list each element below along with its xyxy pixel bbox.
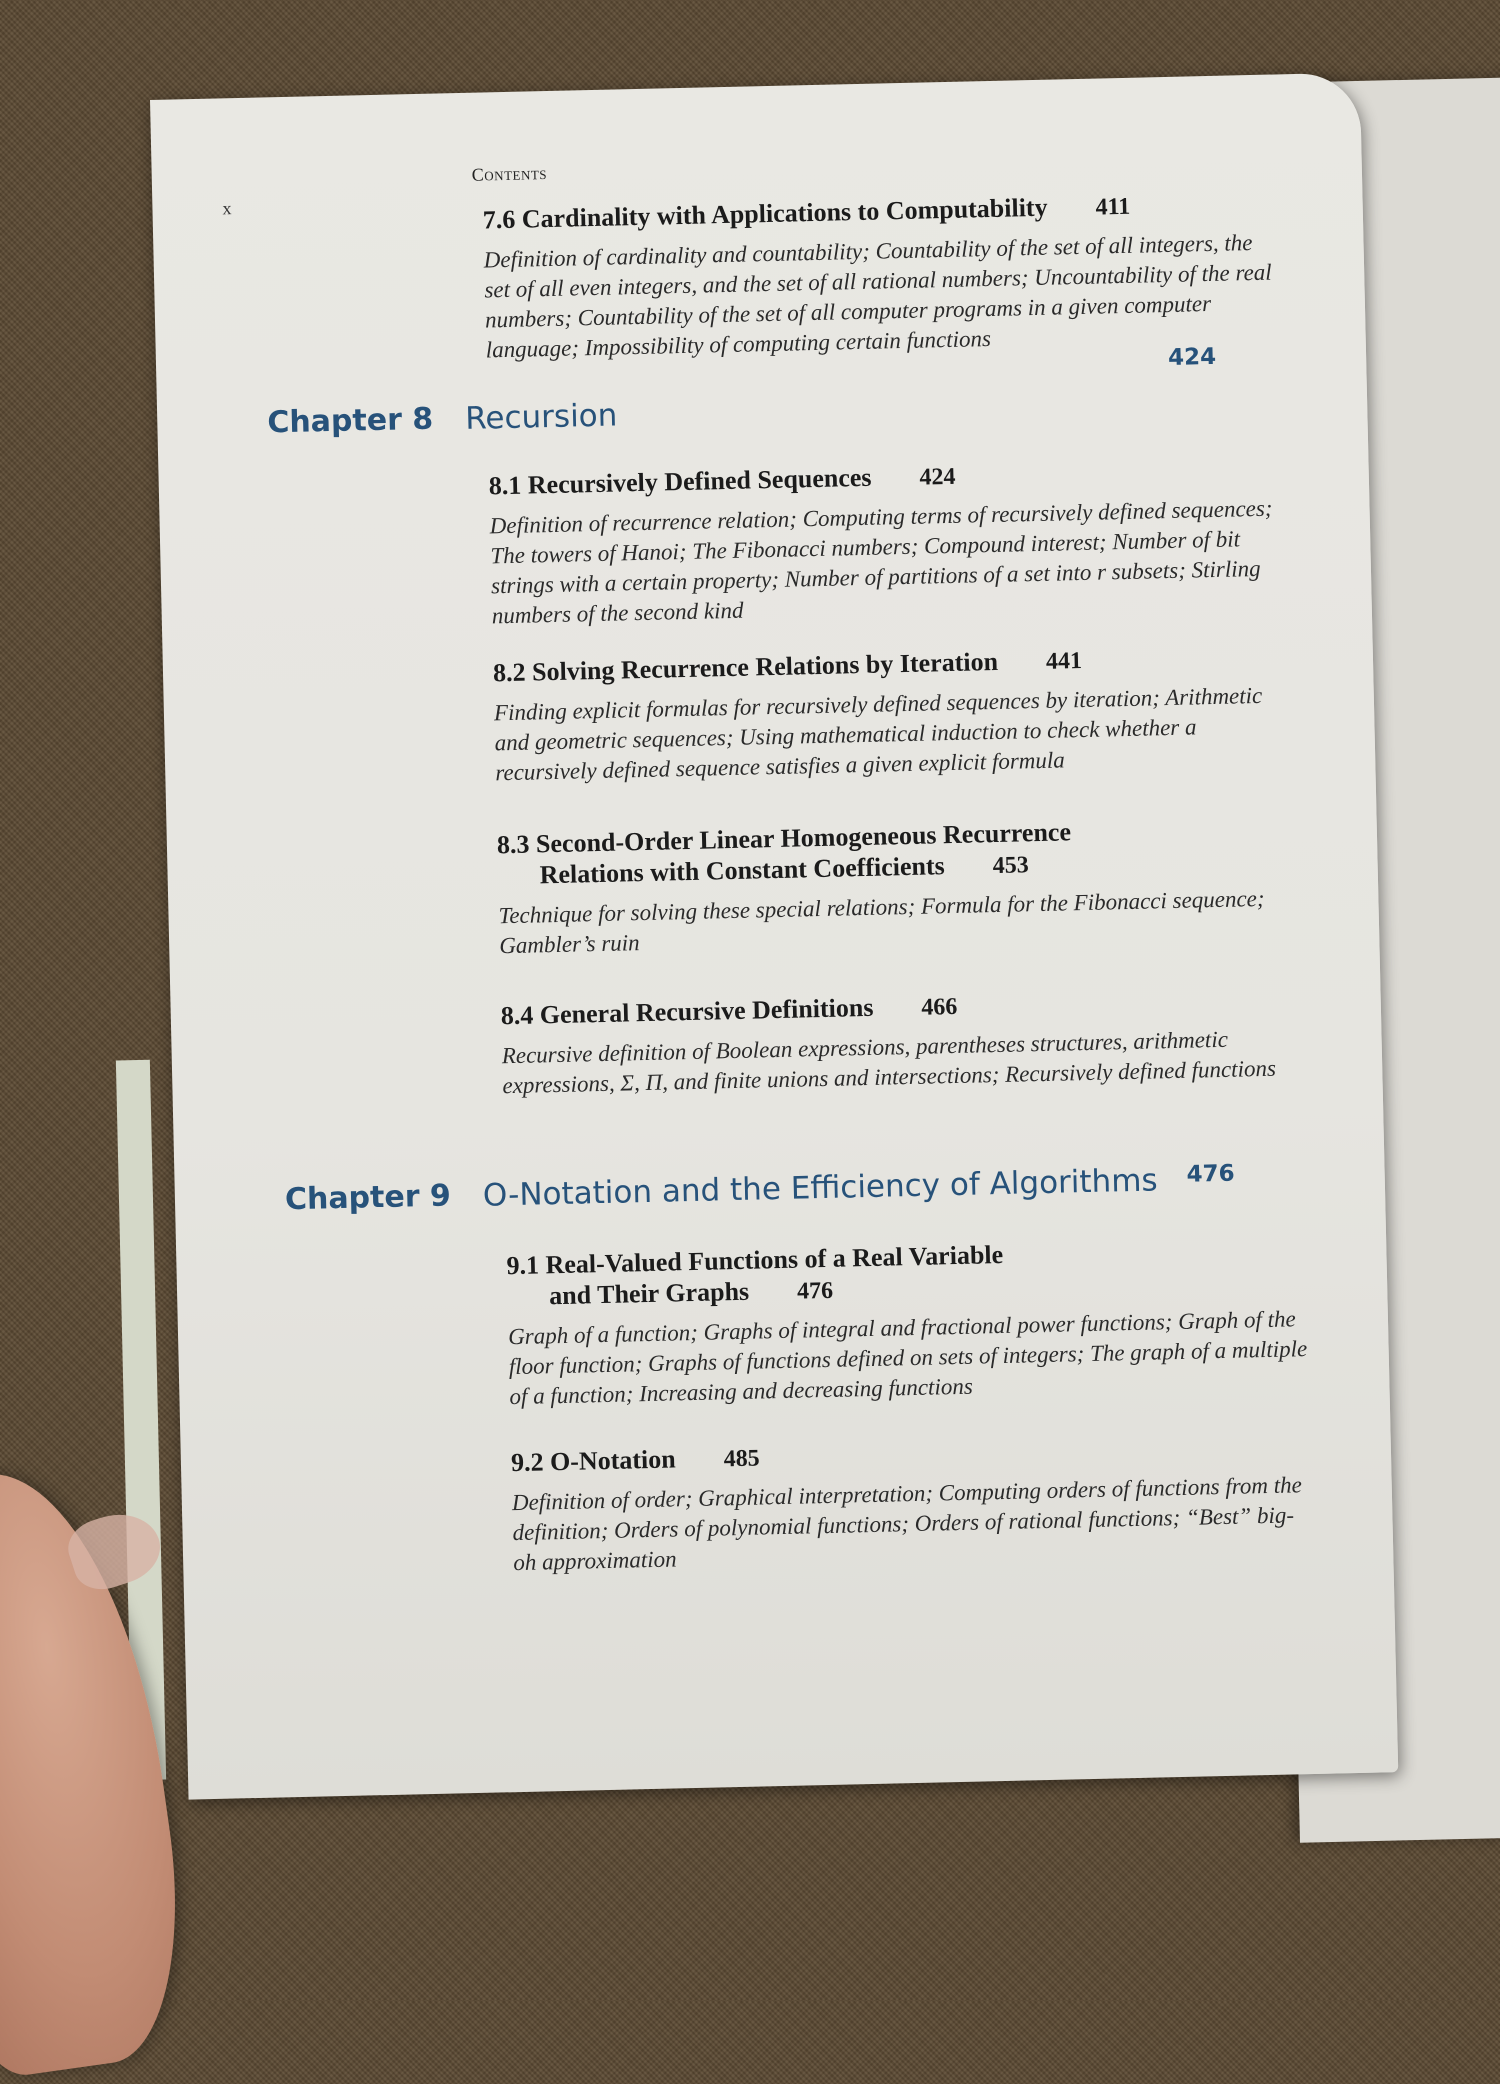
toc-section-9-2	[511, 1429, 1314, 1578]
section-title: 7.6 Cardinality with Applications to Computability	[482, 192, 1048, 235]
chapter-label: Chapter 9	[284, 1178, 452, 1218]
section-title: 8.2 Solving Recurrence Relations by Iteration	[492, 646, 999, 688]
toc-section-8-3	[497, 811, 1300, 961]
section-page-number: 453	[992, 852, 1030, 880]
section-description: Definition of order; Graphical interpretation; Computing orders of functions from the definition; Orders of polynomial functions; Orders of rational functions; “Best” big-oh approximation	[511, 1472, 1303, 1576]
running-head: Contents	[471, 163, 548, 185]
section-title: 9.2 O-Notation	[510, 1444, 676, 1478]
section-page-number: 441	[1045, 648, 1083, 675]
toc-section-8-2	[493, 639, 1296, 788]
chapter-page-number: 476	[1186, 1160, 1235, 1188]
section-title: 9.1 Real-Valued Functions of a Real Variable	[506, 1239, 1004, 1281]
section-title: 8.4 General Recursive Definitions	[500, 992, 874, 1031]
section-title: 8.3 Second-Order Linear Homogeneous Recurrence	[496, 817, 1072, 860]
chapter-8-heading	[266, 343, 1368, 455]
chapter-title: O-Notation and the Efficiency of Algorithms	[482, 1162, 1158, 1214]
section-title: 8.1 Recursively Defined Sequences	[488, 462, 872, 501]
section-description: Graph of a function; Graphs of integral and fractional power functions; Graph of the floor function; Graphs of functions defined on sets of integers; The graph of a multiple of a function; Increasing and decreasing functions	[507, 1306, 1308, 1410]
section-description: Definition of recurrence relation; Computing terms of recursively defined sequences; The towers of Hanoi; The Fibonacci numbers; Compound interest; Number of bit strings with a certain property; Number of partitions of a set into r subsets; Stirling numbers of the second kind	[489, 495, 1273, 629]
section-page-number: 466	[921, 993, 958, 1021]
chapter-page-number: 424	[1167, 343, 1217, 371]
chapter-9-heading	[285, 1157, 1386, 1232]
toc-section-8-1	[488, 452, 1291, 631]
section-page-number: 476	[796, 1277, 834, 1305]
section-page-number: 411	[1095, 193, 1131, 221]
toc-section-7-6	[482, 186, 1285, 365]
toc-section-9-1	[506, 1232, 1309, 1412]
section-page-number: 485	[723, 1445, 760, 1473]
section-title-continued: and Their Graphs	[548, 1276, 750, 1311]
book-page	[150, 73, 1398, 1800]
chapter-title: Recursion	[464, 397, 618, 437]
section-description: Finding explicit formulas for recursively defined sequences by iteration; Arithmetic and geometric sequences; Using mathematical induction to check whether a recursively defined sequence satisfies a given explicit formula	[493, 682, 1263, 786]
section-page-number: 424	[919, 463, 956, 491]
section-title-continued: Relations with Constant Coefficients	[539, 851, 946, 890]
section-description: Recursive definition of Boolean expressions, parentheses structures, arithmetic expressions, Σ, Π, and finite unions and intersections; Recursively defined functions	[501, 1026, 1277, 1099]
chapter-label: Chapter 8	[266, 401, 434, 441]
table-of-contents	[150, 73, 1398, 1800]
section-description: Technique for solving these special relations; Formula for the Fibonacci sequence; Gambler’s ruin	[498, 885, 1265, 959]
toc-section-8-4	[501, 982, 1303, 1101]
section-description: Definition of cardinality and countability; Countability of the set of all integers, the set of all even integers, and the set of all rational numbers; Uncountability of the real numbers; Countability of the set of all computer programs in a given computer language; Impossibility of computing certain functions	[483, 230, 1272, 363]
corner-mark: x	[222, 198, 232, 219]
